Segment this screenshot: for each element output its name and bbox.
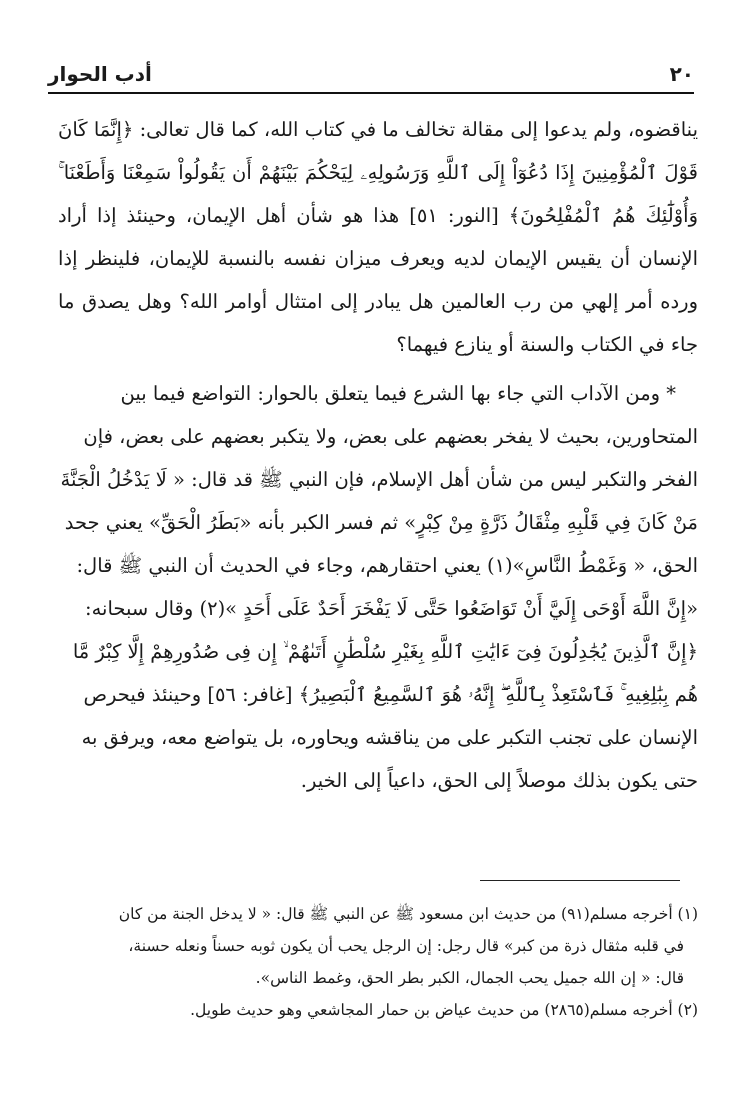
footnote-divider bbox=[480, 880, 680, 881]
footnote-1: (١) أخرجه مسلم(٩١) من حديث ابن مسعود ﷺ عن النبي ﷺ قال: « لا يدخل الجنة من كان bbox=[118, 905, 698, 923]
footnote-2: (٢) أخرجه مسلم(٢٨٦٥) من حديث عياض بن حمار المجاشعي وهو حديث طويل. bbox=[190, 1001, 698, 1019]
running-title: أدب الحوار bbox=[48, 62, 152, 86]
header-divider bbox=[48, 92, 694, 94]
footnote-1-line-3: قال: « إن الله جميل يحب الجمال، الكبر بطر الحق، وغمط الناس». bbox=[255, 969, 684, 987]
footnotes bbox=[60, 898, 698, 1026]
page-number: ٢٠ bbox=[669, 62, 694, 86]
paragraph-faith: يناقضوه، ولم يدعوا إلى مقالة تخالف ما في كتاب الله، كما قال تعالى: ﴿إِنَّمَا كَانَ قَوْلَ ٱلْمُؤْمِنِينَ إِذَا دُعُوٓاْ إِلَى ٱللَّهِ وَرَسُولِهِۦ لِيَحْكُمَ بَيْنَهُمْ أَن يَقُولُواْ سَمِعْنَا وَأَطَعْنَا ۚ وَأُوْلَٰٓئِكَ هُمُ ٱلْمُفْلِحُونَ﴾ [النور: ٥١] هذا هو شأن أهل الإيمان، وحينئذ إذا أراد الإنسان أن يقيس الإيمان لديه ويعرف ميزان نفسه بالنسبة للإيمان، فلينظر إذا ورده أمر إلهي من رب العالمين هل يبادر إلى امتثال أوامر الله؟ وهل يصدق ما جاء في الكتاب والسنة أو ينازع فيهما؟ bbox=[58, 118, 698, 356]
main-text bbox=[58, 108, 698, 808]
paragraph-humility: * ومن الآداب التي جاء بها الشرع فيما يتعلق بالحوار: التواضع فيما بين المتحاورين، بحيث لا يفخر بعضهم على بعض، ولا يتكبر بعضهم على بعض، فإن الفخر والتكبر ليس من شأن أهل الإسلام، فإن النبي ﷺ قد قال: « لَا يَدْخُلُ الْجَنَّةَ مَنْ كَانَ فِي قَلْبِهِ مِثْقَالُ ذَرَّةٍ مِنْ كِبْرٍ» ثم فسر الكبر بأنه «بَطَرُ الْحَقِّ» يعني جحد الحق، « وَغَمْطُ النَّاسِ»(١) يعني احتقارهم، وجاء في الحديث أن النبي ﷺ قال: «إِنَّ اللَّهَ أَوْحَى إِلَيَّ أَنْ تَوَاضَعُوا حَتَّى لَا يَفْخَرَ أَحَدٌ عَلَى أَحَدٍ »(٢) وقال سبحانه: ﴿إِنَّ ٱلَّذِينَ يُجَٰدِلُونَ فِىٓ ءَايَٰتِ ٱللَّهِ بِغَيْرِ سُلْطَٰنٍ أَتَىٰهُمْ ۙ إِن فِى صُدُورِهِمْ إِلَّا كِبْرٌ مَّا هُم بِبَٰلِغِيهِ ۚ فَٱسْتَعِذْ بِٱللَّهِ ۖ إِنَّهُۥ هُوَ ٱلسَّمِيعُ ٱلْبَصِيرُ﴾ [غافر: ٥٦] وحينئذ فيحرص الإنسان على تجنب التكبر على من يناقشه ويحاوره، بل يتواضع معه، ويرفق به حتى يكون بذلك موصلاً إلى الحق، داعياً إلى الخير. bbox=[60, 382, 698, 792]
footnote-1-line-2: في قلبه مثقال ذرة من كبر» قال رجل: إن الرجل يحب أن يكون ثوبه حسناً ونعله حسنة، bbox=[128, 937, 684, 955]
page-header bbox=[48, 56, 694, 92]
